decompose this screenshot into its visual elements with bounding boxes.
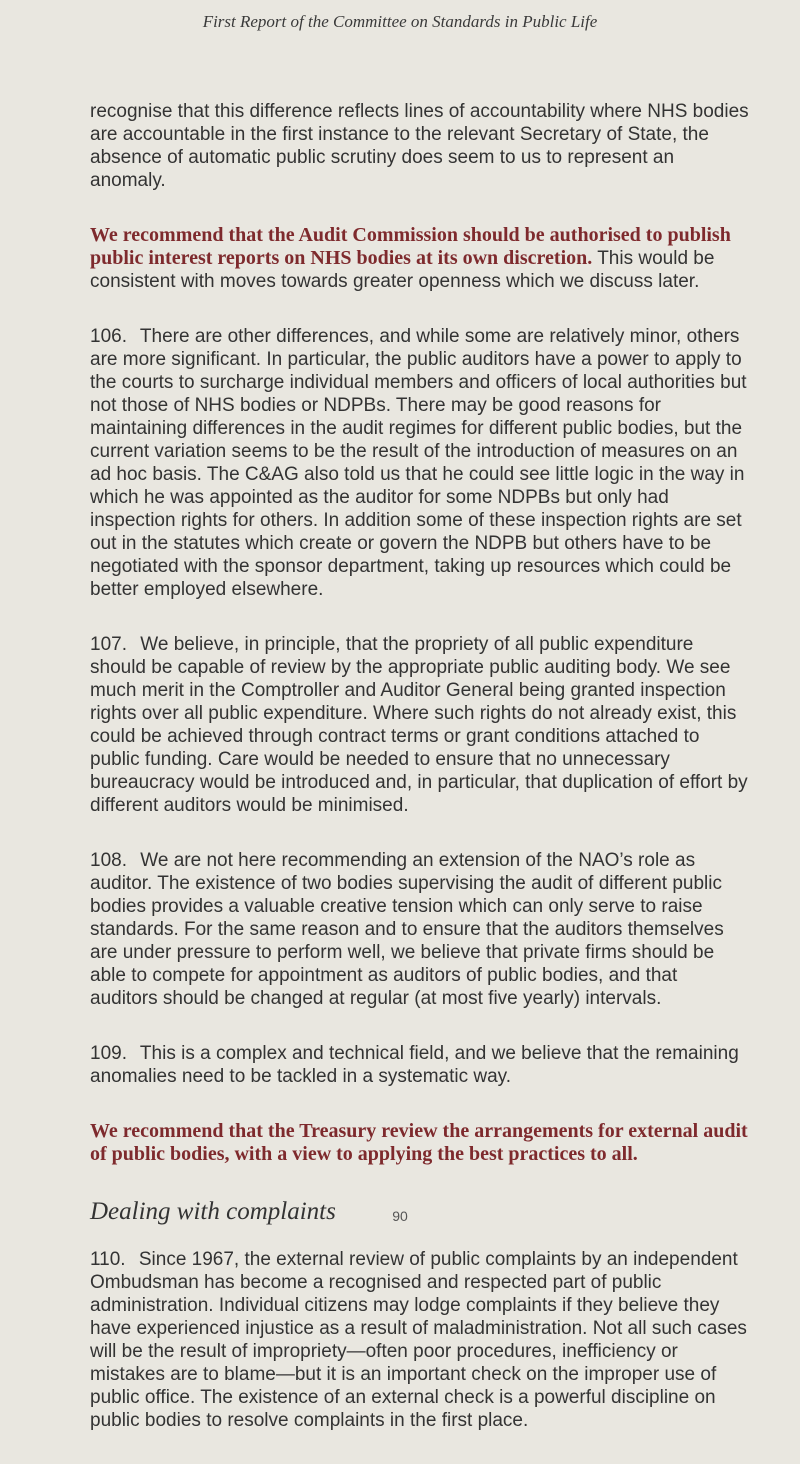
paragraph-109	[90, 1042, 750, 1088]
page-body	[90, 100, 750, 1464]
paragraph-text: This is a complex and technical field, and we believe that the remaining anomalies need to be tackled in a systematic way.	[90, 1043, 739, 1087]
recommendation-audit-commission	[90, 224, 750, 293]
paragraph-text: Since 1967, the external review of public complaints by an independent Ombudsman has become a recognised and respected part of public administration. Individual citizens may lodge complaints if they believe they have experienced injustice as a result of maladministration. Not all such cases will be the result of impropriety—often poor procedures, inefficiency or mistakes are to blame—but it is an important check on the improper use of public office. The existence of an external check is a powerful discipline on public bodies to resolve complaints in the first place.	[90, 1249, 747, 1431]
page-number: 90	[392, 1208, 408, 1224]
paragraph-number: 107.	[90, 634, 127, 655]
recommendation-text: We recommend that the Audit Commission should be authorised to publish public interest reports on NHS bodies at its own discretion.	[90, 224, 731, 269]
paragraph-text: We believe, in principle, that the propriety of all public expenditure should be capable of review by the appropriate public auditing body. We see much merit in the Comptroller and Auditor General being granted inspection rights over all public expenditure. Where such rights do not already exist, this could be achieved through contract terms or grant conditions attached to public funding. Care would be needed to ensure that no unnecessary bureaucracy would be introduced and, in particular, that duplication of effort by different auditors would be minimised.	[90, 634, 748, 816]
recommendation-treasury-review: We recommend that the Treasury review the arrangements for external audit of public bodies, with a view to applying the best practices to all.	[90, 1120, 748, 1165]
paragraph-number: 106.	[90, 326, 127, 347]
paragraph-text: There are other differences, and while some are relatively minor, others are more significant. In particular, the public auditors have a power to apply to the courts to surcharge individual members and officers of local authorities but not those of NHS bodies or NDPBs. There may be good reasons for maintaining differences in the audit regimes for different public bodies, but the current variation seems to be the result of the introduction of measures on an ad hoc basis. The C&AG also told us that he could see little logic in the way in which he was appointed as the auditor for some NDPBs but only had inspection rights for others. In addition some of these inspection rights are set out in the statutes which create or govern the NDPB but others have to be negotiated with the sponsor department, taking up resources which could be better employed elsewhere.	[90, 326, 747, 600]
running-header: First Report of the Committee on Standards in Public Life	[202, 12, 598, 31]
paragraph-text: This would be consistent with moves towards greater openness which we discuss later.	[90, 248, 715, 292]
section-heading: Dealing with complaints	[90, 1198, 336, 1225]
paragraph-106	[90, 325, 750, 601]
paragraph-number: 109.	[90, 1043, 127, 1064]
paragraph-108	[90, 849, 750, 1010]
paragraph-text: We are not here recommending an extension of the NAO’s role as auditor. The existence of two bodies supervising the audit of different public bodies provides a valuable creative tension which can only serve to raise standards. For the same reason and to ensure that the auditors themselves are under pressure to perform well, we believe that private firms should be able to compete for appointment as auditors of public bodies, and that auditors should be changed at regular (at most five yearly) intervals.	[90, 850, 724, 1009]
paragraph-number: 108.	[90, 850, 127, 871]
paragraph-110	[90, 1248, 750, 1432]
paragraph-number: 110.	[90, 1249, 126, 1270]
paragraph-continued: recognise that this difference reflects lines of accountability where NHS bodies are accountable in the first instance to the relevant Secretary of State, the absence of automatic public scrutiny does seem to us to represent an anomaly.	[90, 101, 749, 191]
paragraph-107	[90, 633, 750, 817]
